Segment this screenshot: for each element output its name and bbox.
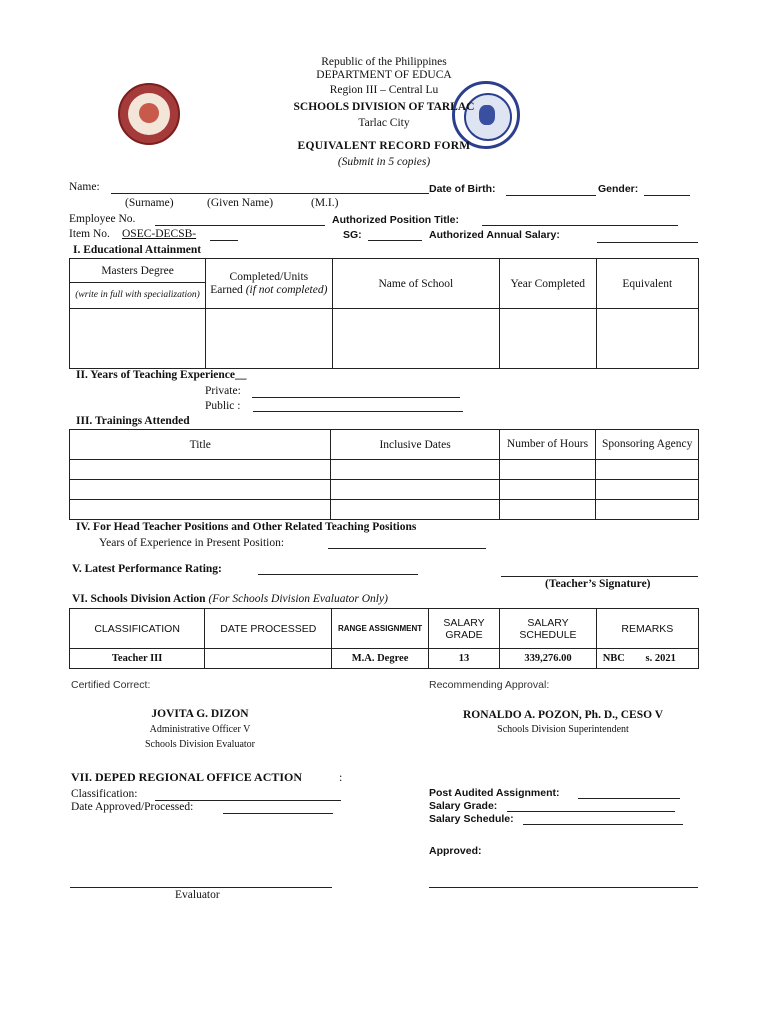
years-present-field-line[interactable] (328, 548, 486, 549)
section3-title: III. Trainings Attended (76, 415, 190, 427)
name-label: Name: (69, 181, 100, 193)
mi-caption: (M.I.) (311, 197, 339, 209)
remarks-nbc: NBC (602, 653, 625, 664)
section2-title: II. Years of Teaching Experience__ (76, 369, 247, 381)
education-table (69, 258, 699, 369)
training-row-cell[interactable] (331, 460, 499, 480)
private-label: Private: (205, 385, 241, 397)
approved-label: Approved: (429, 845, 482, 857)
years-present-label: Years of Experience in Present Position: (99, 537, 285, 549)
masters-cell[interactable] (70, 309, 206, 369)
date-approved-field-line[interactable] (223, 813, 333, 814)
section7-title: VII. DEPED REGIONAL OFFICE ACTION (71, 770, 303, 784)
completed-header-note: (if not completed) (245, 283, 328, 296)
completed-header-line2: Earned (210, 283, 243, 296)
header-republic: Republic of the Philippines (321, 56, 447, 68)
salary-schedule-field-line[interactable] (523, 824, 683, 825)
training-row-cell[interactable] (499, 460, 596, 480)
right-signatory-position: Schools Division Superintendent (497, 724, 629, 735)
section4-title: IV. For Head Teacher Positions and Other Related Teaching Positions (76, 521, 417, 533)
training-agency-header: Sponsoring Agency (596, 430, 699, 460)
equivalent-cell[interactable] (596, 309, 698, 369)
training-row-cell[interactable] (596, 480, 699, 500)
salary-grade-label: Salary Grade: (429, 800, 498, 812)
gender-field-line[interactable] (644, 195, 690, 196)
surname-caption: (Surname) (125, 197, 174, 209)
salary-schedule-label: Salary Schedule: (429, 813, 514, 825)
masters-note: (write in full with specialization) (70, 283, 206, 309)
grade-value: 13 (428, 649, 500, 669)
recommending-label: Recommending Approval: (429, 679, 550, 691)
school-header: Name of School (332, 259, 499, 309)
masters-header: Masters Degree (70, 259, 206, 283)
item-no-label: Item No. (69, 228, 110, 240)
training-hours-header: Number of Hours (499, 430, 596, 460)
left-signatory-position1: Administrative Officer V (149, 724, 251, 735)
trainings-table (69, 429, 699, 520)
date-approved-label: Date Approved/Processed: (71, 801, 194, 813)
given-name-caption: (Given Name) (207, 197, 274, 209)
form-title: EQUIVALENT RECORD FORM (297, 140, 471, 152)
training-row-cell[interactable] (596, 500, 699, 520)
public-label: Public : (205, 400, 241, 412)
salary-grade-field-line[interactable] (507, 811, 675, 812)
employee-no-field-line[interactable] (155, 225, 325, 226)
training-row-cell[interactable] (70, 500, 331, 520)
remarks-year: s. 2021 (645, 653, 676, 664)
post-audited-label: Post Audited Assignment: (429, 787, 560, 799)
left-signatory-name: JOVITA G. DIZON (151, 708, 249, 720)
division-action-table (69, 608, 699, 669)
training-row-cell[interactable] (499, 480, 596, 500)
section5-title: V. Latest Performance Rating: (72, 563, 222, 575)
date-processed-value[interactable] (205, 649, 332, 669)
range-value: M.A. Degree (332, 649, 428, 669)
salary-grade-header: SALARY GRADE (428, 609, 500, 649)
employee-no-label: Employee No. (69, 213, 136, 225)
training-row-cell[interactable] (70, 460, 331, 480)
remarks-value (596, 649, 698, 669)
right-signatory-name: RONALDO A. POZON, Ph. D., CESO V (462, 709, 664, 721)
training-row-cell[interactable] (596, 460, 699, 480)
left-signatory-position2: Schools Division Evaluator (145, 739, 255, 750)
header-region: Region III – Central Lu (329, 84, 439, 96)
completed-header-line1: Completed/Units (229, 270, 309, 283)
training-row-cell[interactable] (70, 480, 331, 500)
evaluator-label: Evaluator (175, 889, 220, 901)
signature-line[interactable] (501, 576, 698, 577)
range-assignment-header: RANGE ASSIGNMENT (332, 609, 428, 649)
remarks-header: REMARKS (596, 609, 698, 649)
header-division: SCHOOLS DIVISION OF TARLAC (293, 101, 475, 113)
equivalent-header: Equivalent (596, 259, 698, 309)
dob-label: Date of Birth: (429, 183, 496, 195)
salary-schedule-header: SALARY SCHEDULE (500, 609, 596, 649)
training-row-cell[interactable] (331, 500, 499, 520)
schedule-value: 339,276.00 (500, 649, 596, 669)
gender-label: Gender: (598, 183, 639, 195)
section7-colon: : (339, 770, 343, 784)
authorized-position-label: Authorized Position Title: (332, 214, 459, 226)
certified-label: Certified Correct: (71, 679, 151, 691)
training-dates-header: Inclusive Dates (331, 430, 499, 460)
section6-title: VI. Schools Division Action (72, 593, 206, 605)
form-subtitle: (Submit in 5 copies) (337, 156, 431, 168)
evaluator-signature-line[interactable] (70, 887, 332, 888)
header-department: DEPARTMENT OF EDUCA (316, 69, 452, 81)
classification-header: CLASSIFICATION (70, 609, 205, 649)
section6-note: (For Schools Division Evaluator Only) (208, 593, 388, 605)
sg-field-line[interactable] (368, 240, 422, 241)
public-field-line[interactable] (253, 411, 463, 412)
dob-field-line[interactable] (506, 195, 596, 196)
completed-cell[interactable] (206, 309, 332, 369)
item-no-value: OSEC-DECSB- (122, 228, 197, 240)
sg-label: SG: (343, 229, 362, 241)
performance-field-line[interactable] (258, 574, 418, 575)
training-title-header: Title (70, 430, 331, 460)
classification-value: Teacher III (70, 649, 205, 669)
name-field-line[interactable] (111, 193, 429, 194)
training-row-cell[interactable] (331, 480, 499, 500)
section6-heading (72, 593, 388, 605)
classification-label: Classification: (71, 788, 138, 800)
salary-field-line[interactable] (597, 242, 698, 243)
item-no-field-line[interactable] (210, 240, 238, 241)
header-city: Tarlac City (358, 117, 410, 129)
private-field-line[interactable] (252, 397, 460, 398)
date-processed-header: DATE PROCESSED (205, 609, 332, 649)
authorized-position-field-line[interactable] (482, 225, 678, 226)
teacher-signature-label: (Teacher’s Signature) (545, 578, 651, 590)
post-audited-field-line[interactable] (578, 798, 680, 799)
training-row-cell[interactable] (499, 500, 596, 520)
section1-title: I. Educational Attainment (73, 244, 202, 256)
school-cell[interactable] (332, 309, 499, 369)
salary-label: Authorized Annual Salary: (429, 229, 560, 241)
year-header: Year Completed (500, 259, 596, 309)
approver-signature-line[interactable] (429, 887, 698, 888)
completed-header (206, 259, 332, 309)
year-cell[interactable] (500, 309, 596, 369)
